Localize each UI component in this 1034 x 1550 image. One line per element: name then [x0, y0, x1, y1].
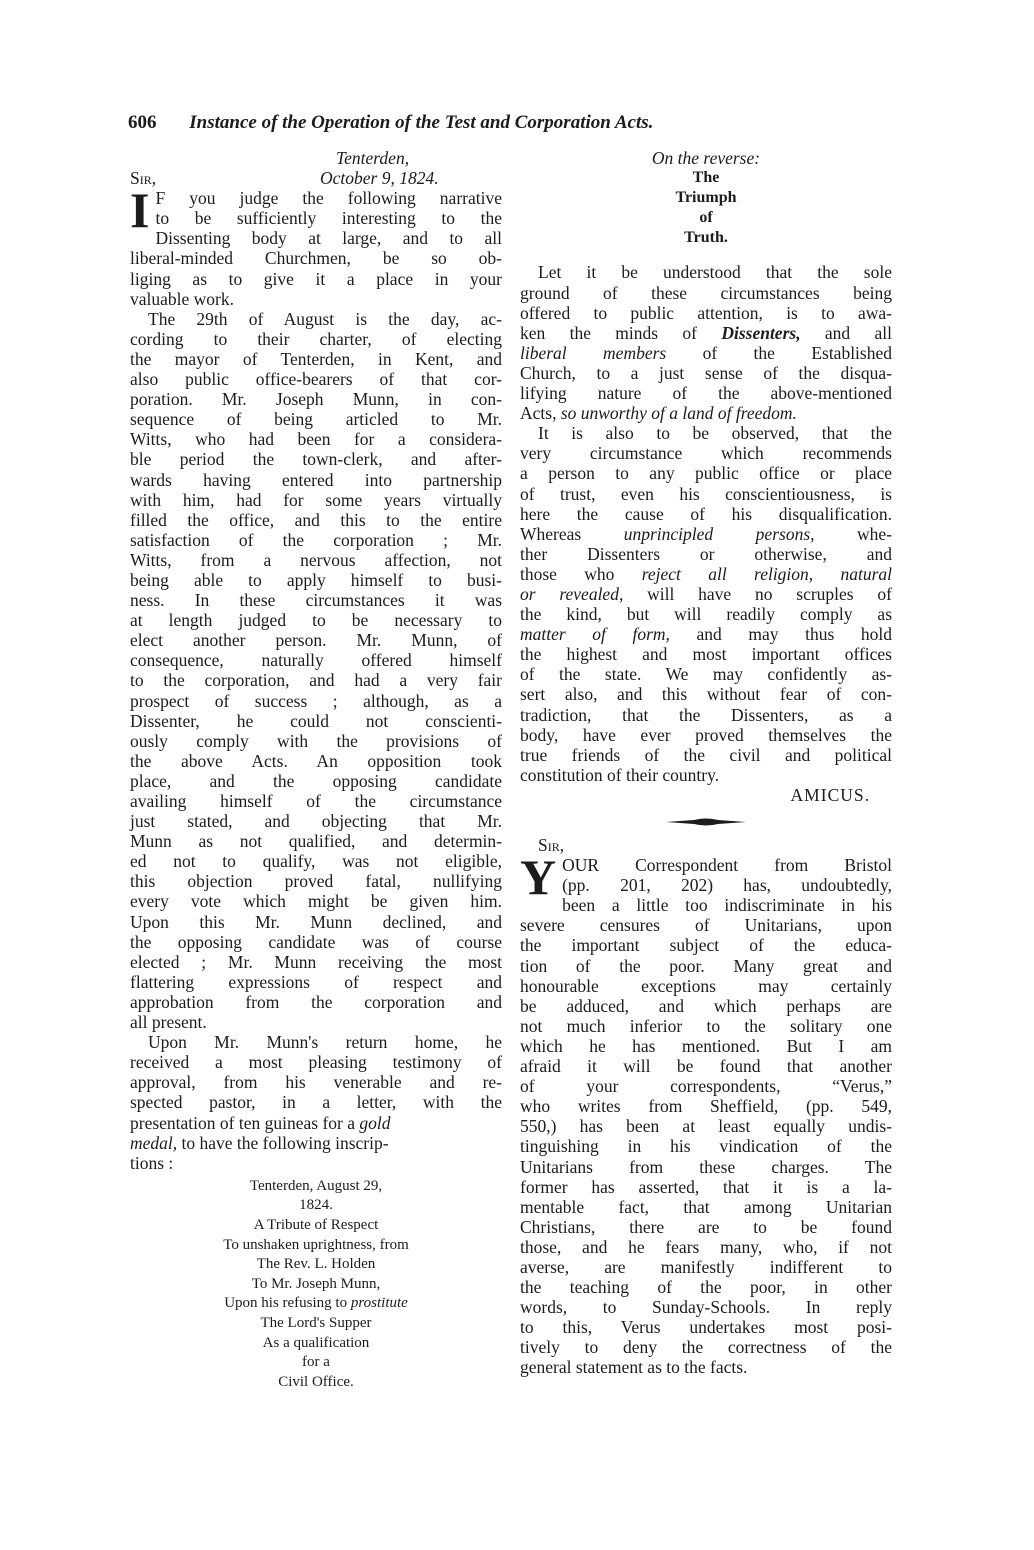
- text-fragment: ken the minds of: [520, 322, 697, 343]
- drop-cap: I: [130, 182, 150, 239]
- text-line: [520, 524, 892, 544]
- text-line: sert also, and this without fear of con-: [520, 684, 892, 705]
- text-line: a person to any public office or place: [520, 463, 892, 484]
- text-fragment: liberal members: [520, 342, 667, 363]
- text-fragment: reject all religion, natural: [641, 563, 893, 584]
- text-line: the opposing candidate was of course: [130, 931, 502, 952]
- letter-place: Tenterden,: [336, 148, 410, 168]
- text-line: liging as to give it a place in your: [130, 268, 502, 289]
- text-line: not much inferior to the solitary one: [520, 1015, 892, 1036]
- text-line: to be sufficiently interesting to the: [155, 208, 502, 229]
- text-line: to the corporation, and had a very fair: [130, 670, 502, 691]
- text-line: this objection proved fatal, nullifying: [130, 871, 502, 892]
- text-line: (pp. 201, 202) has, undoubtedly,: [562, 875, 892, 896]
- text-line: wards having entered into partnership: [130, 469, 502, 490]
- letter-body: [520, 895, 892, 1377]
- text-line: tions :: [130, 1152, 174, 1173]
- text-line: Munn as not qualified, and determin-: [130, 831, 502, 852]
- reverse-line: of: [699, 209, 713, 227]
- text-line: honourable exceptions may certainly: [520, 975, 892, 996]
- text-line: the mayor of Tenterden, in Kent, and: [130, 348, 502, 369]
- letter-date: October 9, 1824.: [320, 168, 439, 189]
- text-line: ther Dissenters or otherwise, and: [520, 543, 892, 564]
- text-line: availing himself of the circumstance: [130, 791, 502, 811]
- text-fragment: will have no scruples of: [647, 583, 892, 604]
- signature: AMICUS.: [790, 784, 870, 805]
- text-line: those, and he fears many, who, if not: [520, 1236, 892, 1257]
- text-line: being able to apply himself to busi-: [130, 569, 502, 590]
- text-line: Unitarians from these charges. The: [520, 1156, 892, 1177]
- text-line: with him, had for some years virtually: [130, 489, 502, 510]
- text-line: Church, to a just sense of the disqua-: [520, 362, 892, 383]
- text-line: be adduced, and which perhaps are: [520, 995, 892, 1016]
- text-line: ground of these circumstances being: [520, 282, 892, 303]
- text-line: constitution of their country.: [520, 764, 720, 785]
- text-line: here the cause of his disqualification.: [520, 503, 892, 524]
- text-line: been a little too indiscriminate in his: [562, 895, 892, 916]
- text-line: severe censures of Unitarians, upon: [520, 915, 892, 936]
- text-line: Dissenting body at large, and to all: [155, 228, 502, 249]
- letter-salutation-date: [130, 168, 502, 188]
- text-fragment: Dissenters,: [721, 322, 801, 343]
- text-line: filled the office, and this to the entire: [130, 509, 502, 530]
- text-line: ed not to qualify, was not eligible,: [130, 851, 502, 872]
- section-divider: [664, 817, 748, 827]
- inscription-line: As a qualification: [262, 1334, 370, 1351]
- text-line: 550,) has been at least equally undis-: [520, 1116, 892, 1137]
- text-line: at length judged to be necessary to: [130, 610, 502, 631]
- text-line: every vote which might be given him.: [130, 891, 502, 912]
- text-line: liberal-minded Churchmen, be so ob-: [130, 248, 502, 269]
- running-header: [128, 112, 908, 134]
- second-letter: [520, 835, 892, 1378]
- text-line: Upon Mr. Munn's return home, he: [148, 1032, 502, 1053]
- reverse-line: Triumph: [675, 189, 737, 207]
- inscription-line: 1824.: [299, 1197, 333, 1214]
- inscription-line: for a: [302, 1354, 330, 1371]
- text-fragment: of the Established: [702, 342, 892, 363]
- text-line: received a most pleasing testimony of: [130, 1052, 502, 1073]
- text-line: [520, 564, 892, 584]
- inscription-line: Tenterden, August 29,: [249, 1177, 383, 1194]
- text-line: Witts, from a nervous affection, not: [130, 549, 502, 570]
- text-line: valuable work.: [130, 288, 234, 309]
- text-line: sequence of being articled to Mr.: [130, 409, 502, 430]
- inscription-line: The Rev. L. Holden: [256, 1256, 376, 1273]
- text-fragment: matter of form,: [520, 624, 670, 645]
- text-line: body, have ever proved themselves the: [520, 724, 892, 745]
- text-line: Upon this Mr. Munn declined, and: [130, 911, 502, 932]
- text-line: of your correspondents, “Verus,”: [520, 1076, 892, 1097]
- paragraph-election: [130, 309, 502, 1032]
- inscription-line: To unshaken uprightness, from: [223, 1236, 409, 1253]
- text-line: approbation from the corporation and: [130, 991, 502, 1012]
- text-fragment: Upon his refusing to: [224, 1295, 348, 1312]
- text-line: the above Acts. An opposition took: [130, 750, 502, 771]
- text-line: spected pastor, in a letter, with the: [130, 1092, 502, 1113]
- reverse-line: Truth.: [684, 229, 728, 247]
- text-fragment: prostitute: [350, 1295, 408, 1312]
- text-line: the kind, but will readily comply as: [520, 604, 892, 625]
- text-line: of trust, even his conscientiousness, is: [520, 483, 892, 504]
- text-line: former has asserted, that it is a la-: [520, 1176, 892, 1197]
- text-line: ble period the town-clerk, and after-: [130, 449, 502, 470]
- text-line: true friends of the civil and political: [520, 744, 892, 765]
- drop-cap: Y: [520, 849, 557, 906]
- text-line: who writes from Sheffield, (pp. 549,: [520, 1096, 892, 1117]
- paragraph-testimony: [130, 1032, 502, 1173]
- spacer: [520, 248, 892, 262]
- inscription-line: [130, 1294, 502, 1314]
- text-line: lifying nature of the above-mentioned: [520, 383, 892, 404]
- divider-ornament: [666, 819, 746, 826]
- text-fragment: presentation of ten guineas for a: [130, 1112, 355, 1133]
- salutation: Sir,: [538, 835, 565, 855]
- text-line: consequence, naturally offered himself: [130, 650, 502, 671]
- text-line: general statement as to the facts.: [520, 1357, 748, 1378]
- left-column: [130, 148, 502, 1392]
- text-fragment: Acts,: [520, 403, 557, 424]
- text-line: The 29th of August is the day, ac-: [148, 308, 502, 329]
- text-line: words, to Sunday-Schools. In reply: [520, 1297, 892, 1318]
- text-line: F you judge the following narrative: [155, 188, 502, 209]
- text-line: poration. Mr. Joseph Munn, in con-: [130, 389, 502, 410]
- text-line: just stated, and objecting that Mr.: [130, 811, 502, 832]
- text-line: place, and the opposing candidate: [130, 770, 502, 791]
- text-line: approval, from his venerable and re-: [130, 1072, 502, 1093]
- text-fragment: unprincipled persons,: [623, 523, 815, 544]
- text-fragment: or revealed,: [520, 583, 624, 604]
- text-line: Dissenter, he could not conscienti-: [130, 710, 502, 731]
- text-line: cording to their charter, of electing: [130, 328, 502, 349]
- first-paragraph: [130, 182, 502, 309]
- paragraph-purpose: [520, 262, 892, 423]
- text-fragment: whe-: [857, 523, 892, 544]
- text-line: [520, 343, 892, 363]
- text-line: satisfaction of the corporation ; Mr.: [130, 529, 502, 550]
- text-line: tradiction, that the Dissenters, as a: [520, 704, 892, 725]
- text-line: Christians, there are to be found: [520, 1216, 892, 1237]
- text-line: elected ; Mr. Munn receiving the most: [130, 951, 502, 972]
- text-line: the highest and most important offices: [520, 644, 892, 665]
- text-line: the teaching of the poor, in other: [520, 1277, 892, 1298]
- text-line: It is also to be observed, that the: [538, 423, 892, 444]
- text-line: of the state. We may confidently as-: [520, 664, 892, 685]
- page-number: 606: [128, 112, 157, 133]
- right-column: [520, 148, 892, 1378]
- text-line: mentable fact, that among Unitarian: [520, 1196, 892, 1217]
- text-line: prospect of success ; although, as a: [130, 690, 502, 711]
- text-line: [520, 323, 892, 343]
- text-fragment: medal,: [130, 1132, 178, 1153]
- text-line: [520, 403, 892, 423]
- text-line: [130, 1133, 502, 1153]
- text-line: to this, Verus undertakes most posi-: [520, 1317, 892, 1338]
- paragraph-observation: [520, 423, 892, 785]
- text-fragment: so unworthy of a land of freedom.: [560, 403, 797, 424]
- text-line: tinguishing in his vindication of the: [520, 1136, 892, 1157]
- text-line: Witts, who had been for a considera-: [130, 429, 502, 450]
- inscription: [130, 1177, 502, 1393]
- inscription-line: To Mr. Joseph Munn,: [251, 1275, 381, 1292]
- text-fragment: those who: [520, 563, 615, 584]
- text-line: flattering expressions of respect and: [130, 971, 502, 992]
- text-line: elect another person. Mr. Munn, of: [130, 630, 502, 651]
- text-line: OUR Correspondent from Bristol: [562, 855, 892, 876]
- text-fragment: Whereas: [520, 523, 582, 544]
- inscription-line: A Tribute of Respect: [253, 1216, 379, 1233]
- text-line: Let it be understood that the sole: [538, 262, 892, 283]
- inscription-line: Civil Office.: [278, 1373, 354, 1390]
- text-line: ously comply with the provisions of: [130, 730, 502, 751]
- text-line: also public office-bearers of that cor-: [130, 369, 502, 390]
- text-line: [520, 624, 892, 644]
- inscription-line: The Lord's Supper: [260, 1314, 372, 1331]
- text-line: tively to deny the correctness of the: [520, 1337, 892, 1358]
- text-line: tion of the poor. Many great and: [520, 955, 892, 976]
- reverse-label: On the reverse:: [651, 148, 761, 168]
- text-fragment: and may thus hold: [696, 624, 892, 645]
- text-line: [520, 584, 892, 604]
- text-line: [130, 1113, 502, 1133]
- text-fragment: to have the following inscrip-: [181, 1132, 389, 1153]
- text-line: afraid it will be found that another: [520, 1056, 892, 1077]
- text-line: averse, are manifestly indifferent to: [520, 1256, 892, 1277]
- text-line: which he has mentioned. But I am: [520, 1035, 892, 1056]
- text-fragment: and all: [824, 322, 892, 343]
- reverse-line: The: [692, 169, 720, 187]
- text-fragment: gold: [359, 1112, 391, 1133]
- text-line: the important subject of the educa-: [520, 935, 892, 956]
- text-line: offered to public attention, is to awa-: [520, 302, 892, 323]
- salutation: Sir,: [130, 168, 157, 189]
- text-line: very circumstance which recommends: [520, 443, 892, 464]
- running-title: Instance of the Operation of the Test and Corporation Acts.: [189, 112, 654, 133]
- text-line: all present.: [130, 1012, 207, 1033]
- text-line: ness. In these circumstances it was: [130, 590, 502, 611]
